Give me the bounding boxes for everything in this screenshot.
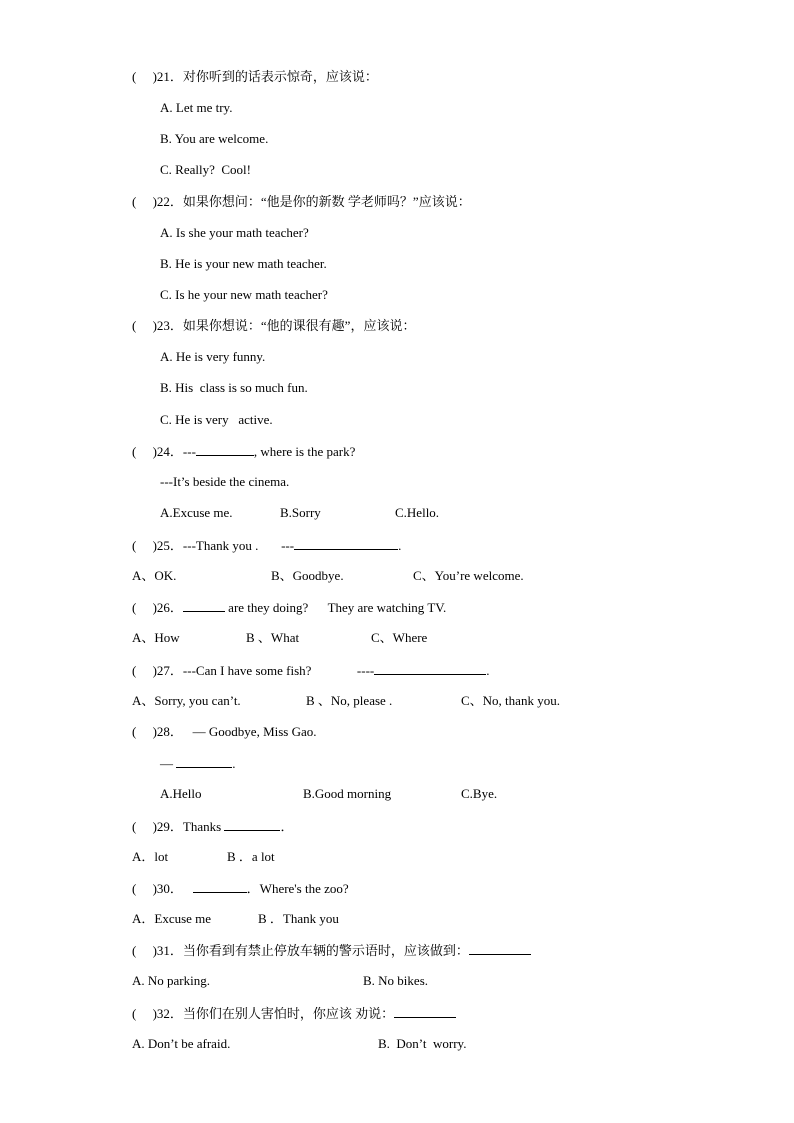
question-28-option-a: A.Hello [160, 786, 202, 801]
question-21-stem: ( )21．对你听到的话表示惊奇，应该说： [132, 69, 378, 84]
question-28-option-b: B.Good morning [303, 786, 392, 801]
question-21-option-a: A. Let me try. [160, 100, 233, 115]
question-26-option-c: C、Where [371, 630, 428, 645]
question-26-stem-suffix: are they doing? They are watching TV. [224, 600, 447, 615]
question-25-option-c: C、You’re welcome. [413, 568, 524, 583]
question-29-stem-prefix: ( )29．Thanks [132, 819, 225, 834]
answer-blank[interactable] [294, 537, 398, 550]
question-22-option-b: B. He is your new math teacher. [160, 256, 327, 271]
question-25-stem-prefix: ( )25．---Thank you . --- [132, 538, 295, 553]
question-26-stem [132, 599, 446, 615]
question-26-option-a: A、How [132, 630, 180, 645]
answer-blank[interactable] [176, 755, 232, 768]
question-28-reply-suffix: . [232, 756, 236, 771]
answer-blank[interactable] [196, 443, 254, 456]
question-25-option-a: A、OK. [132, 568, 177, 583]
question-30-stem-suffix: ．Where's the zoo? [246, 881, 349, 896]
answer-blank[interactable] [183, 599, 225, 612]
question-30-stem [132, 880, 349, 896]
question-22-option-a: A. Is she your math teacher? [160, 225, 309, 240]
question-21-option-c: C. Really? Cool! [160, 162, 251, 177]
question-24-stem-suffix: , where is the park? [253, 444, 356, 459]
question-28-reply-prefix: — [160, 756, 177, 771]
question-32-option-a: A. Don’t be afraid. [132, 1036, 231, 1051]
question-24-option-b: B.Sorry [280, 505, 321, 520]
question-22-stem: ( )22．如果你想问：“他是你的新数 学老师吗？”应该说： [132, 194, 471, 209]
question-29-option-b: B ．a lot [227, 849, 275, 864]
answer-blank[interactable] [374, 662, 486, 675]
question-32-stem [132, 1005, 456, 1021]
question-32-stem-prefix: ( )32．当你们在别人害怕时，你应该 劝说： [132, 1006, 395, 1021]
question-31-option-a: A. No parking. [132, 973, 210, 988]
question-22-option-c: C. Is he your new math teacher? [160, 287, 328, 302]
answer-blank[interactable] [469, 942, 531, 955]
question-24-reply: ---It’s beside the cinema. [160, 474, 290, 489]
question-31-option-b: B. No bikes. [363, 973, 428, 988]
question-27-option-a: A、Sorry, you can’t. [132, 693, 241, 708]
answer-blank[interactable] [193, 880, 247, 893]
question-29-stem [132, 818, 293, 834]
question-27-option-b: B 、No, please . [306, 693, 393, 708]
question-21-option-b: B. You are welcome. [160, 131, 269, 146]
question-30-option-a: A．Excuse me [132, 911, 212, 926]
question-29-stem-suffix: ． [280, 819, 294, 834]
question-24-option-a: A.Excuse me. [160, 505, 233, 520]
question-27-stem [132, 662, 489, 678]
question-28-reply [160, 755, 236, 771]
question-29-option-a: A．lot [132, 849, 169, 864]
question-27-stem-suffix: . [486, 663, 490, 678]
question-31-stem [132, 942, 531, 958]
question-24-stem-prefix: ( )24．--- [132, 444, 196, 459]
question-32-option-b: B. Don’t worry. [378, 1036, 467, 1051]
question-26-option-b: B 、What [246, 630, 300, 645]
answer-blank[interactable] [224, 818, 280, 831]
question-25-stem [132, 537, 401, 553]
question-28-stem: ( )28． — Goodbye, Miss Gao. [132, 724, 317, 739]
question-27-option-c: C、No, thank you. [461, 693, 560, 708]
question-23-option-c: C. He is very active. [160, 412, 273, 427]
question-23-option-a: A. He is very funny. [160, 349, 266, 364]
question-26-stem-prefix: ( )26． [132, 600, 183, 615]
question-31-stem-prefix: ( )31．当你看到有禁止停放车辆的警示语时，应该做到： [132, 943, 469, 958]
question-27-stem-prefix: ( )27．---Can I have some fish? ---- [132, 663, 375, 678]
question-30-option-b: B ．Thank you [258, 911, 339, 926]
question-24-option-c: C.Hello. [395, 505, 440, 520]
answer-blank[interactable] [394, 1005, 456, 1018]
question-28-option-c: C.Bye. [461, 786, 498, 801]
question-25-option-b: B、Goodbye. [271, 568, 344, 583]
question-25-stem-suffix: . [398, 538, 402, 553]
question-30-stem-prefix: ( )30． [132, 881, 193, 896]
question-23-stem: ( )23．如果你想说：“他的课很有趣”，应该说： [132, 318, 416, 333]
question-24-stem [132, 443, 355, 459]
question-23-option-b: B. His class is so much fun. [160, 380, 308, 395]
